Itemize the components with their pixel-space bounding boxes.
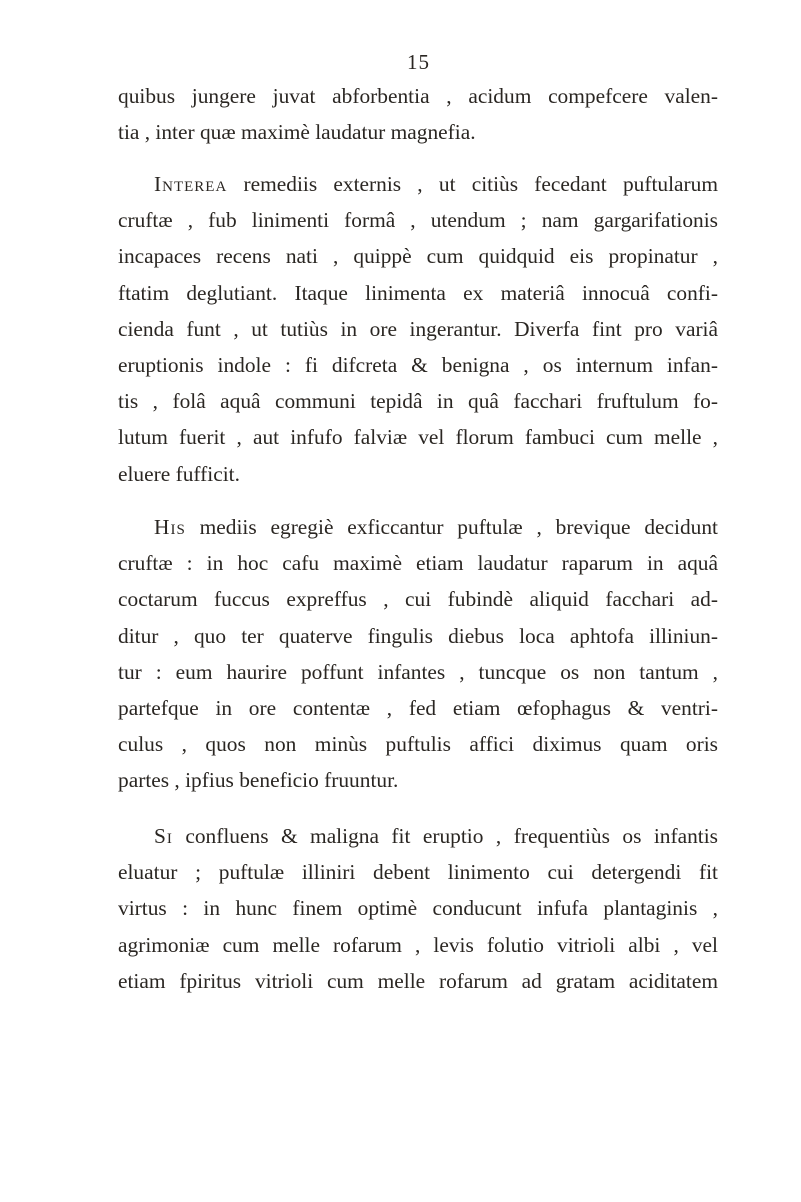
text-line: tur : eum haurire poffunt infantes , tuncque os non tantum , <box>118 659 718 684</box>
text-line: cruftæ , fub linimenti formâ , utendum ; nam gargarifationis <box>118 208 718 233</box>
text-line: remediis externis , ut citiùs fecedant puftularum <box>227 172 718 196</box>
paragraph-lead: Si <box>154 824 173 848</box>
text-line: agrimoniæ cum melle rofarum , levis folutio vitrioli albi , vel <box>118 932 718 957</box>
text-line: tis , folâ aquâ communi tepidâ in quâ facchari fruftulum fo- <box>118 389 718 414</box>
paragraph-2 <box>118 166 718 492</box>
text-line: lutum fuerit , aut infufo falviæ vel florum fambuci cum melle , <box>118 425 718 450</box>
text-line: cienda funt , ut tutiùs in ore ingerantur. Diverfa fint pro variâ <box>118 316 718 341</box>
text-line: mediis egregiè exficcantur puftulæ , brevique decidunt <box>185 515 718 539</box>
page-number: 15 <box>407 50 430 74</box>
text-line: quibus jungere juvat abforbentia , acidum compefcere valen- <box>118 84 718 108</box>
paragraph-4 <box>118 818 718 999</box>
paragraph-lead: His <box>154 515 186 539</box>
text-line: partes , ipfius beneficio fruuntur. <box>118 768 399 793</box>
text-line: ditur , quo ter quaterve fingulis diebus loca aphtofa illiniun- <box>118 623 718 648</box>
text-line: ftatim deglutiant. Itaque linimenta ex materiâ innocuâ confi- <box>118 280 718 305</box>
text-line: eluatur ; puftulæ illiniri debent linimento cui detergendi fit <box>118 860 718 885</box>
text-line: confluens & maligna fit eruptio , frequentiùs os infantis <box>172 824 718 848</box>
text-line: etiam fpiritus vitrioli cum melle rofarum ad gratam aciditatem <box>118 968 718 993</box>
text-line: partefque in ore contentæ , fed etiam œfophagus & ventri- <box>118 696 718 721</box>
text-line: coctarum fuccus expreffus , cui fubindè aliquid facchari ad- <box>118 587 718 612</box>
paragraph-1 <box>118 78 718 150</box>
text-line: tia , inter quæ maximè laudatur magnefia. <box>118 120 476 145</box>
text-line: incapaces recens nati , quippè cum quidquid eis propinatur , <box>118 244 718 269</box>
text-line: eluere fufficit. <box>118 461 240 486</box>
text-line: cruftæ : in hoc cafu maximè etiam laudatur raparum in aquâ <box>118 551 718 576</box>
text-line: virtus : in hunc finem optimè conducunt infufa plantaginis , <box>118 896 718 921</box>
text-line: eruptionis indole : fi difcreta & benigna , os internum infan- <box>118 353 718 378</box>
text-line: culus , quos non minùs puftulis affici diximus quam oris <box>118 732 718 757</box>
paragraph-3 <box>118 509 718 799</box>
paragraph-lead: Interea <box>154 172 228 196</box>
